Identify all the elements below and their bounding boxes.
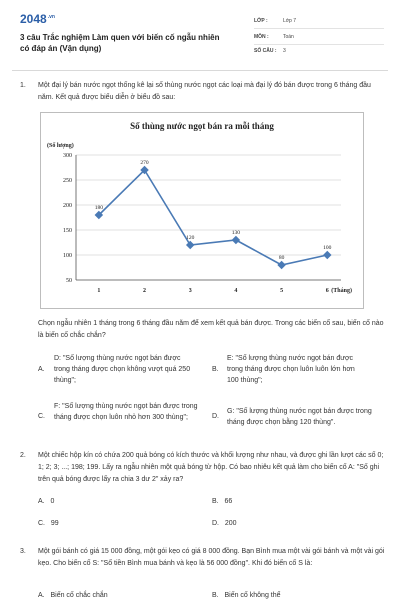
y-tick-label: 250: [63, 178, 72, 184]
header-divider: [12, 70, 388, 71]
x-tick-label: 4: [234, 288, 238, 294]
page-header: $2048^{.vn}$ 3 câu Trắc nghiệm Làm quen với biến cố ngẫu nhiên có đáp án (Vận dụng) LỚP : Lớp 7 MÔN : Toán SỐ CÂU : 3: [0, 0, 400, 68]
q3-option-a[interactable]: A. Biến cố chắc chắn: [38, 592, 108, 599]
data-point: [323, 251, 331, 259]
y-tick-label: 50: [66, 278, 72, 284]
q2-option-c[interactable]: C. 99: [38, 520, 59, 527]
site-logo[interactable]: $2048^{.vn}$: [20, 12, 55, 26]
question-2-text: Một chiếc hộp kín có chứa 200 quả bóng có kích thước và khối lượng như nhau, và được ghi lần lượt các số 0; 1; 2; 3; ...; 198; 199. Lấy ra ngẫu nhiên một quả bóng từ hộp. Có bao nhiêu kết quả làm cho biến cố A: "Số ghi trên quả bóng được lấy ra chia 3 dư 2" xảy ra?: [38, 452, 384, 483]
q3-option-b[interactable]: B. Biến cố không thể: [212, 592, 281, 599]
x-tick-label: 1: [97, 288, 101, 294]
x-tick-label: 3: [188, 288, 192, 294]
q1-option-a-letter[interactable]: A.: [38, 366, 45, 373]
y-axis-label: (Số lượng): [47, 143, 74, 149]
q1-option-c-text[interactable]: F: "Số lượng thùng nước ngọt bán được trong tháng được chọn luôn nhỏ hơn 300 thùng";: [54, 403, 198, 421]
q1-option-b-letter[interactable]: B.: [212, 366, 219, 373]
y-tick-label: 150: [63, 228, 72, 234]
q1-option-a-text[interactable]: D: "Số lượng thùng nước ngọt bán được trong tháng được chọn không vượt quá 250 thùng";: [54, 355, 191, 384]
data-label: 100: [323, 245, 332, 251]
line-chart: [41, 113, 363, 308]
x-tick-label: 5: [280, 288, 284, 294]
chart-frame: [40, 112, 364, 309]
document-title: 3 câu Trắc nghiệm Làm quen với biến cố ngẫu nhiên có đáp án (Vận dụng): [20, 33, 220, 53]
x-tick-label: 6: [325, 288, 329, 294]
question-1-text: Một đại lý bán nước ngọt thống kê lại số thùng nước ngọt các loại mà đại lý đó bán được trong 6 tháng đầu năm. Kết quả được biểu diễn ở biểu đồ sau:: [38, 82, 371, 101]
q2-option-b[interactable]: B. 66: [212, 498, 233, 505]
q1-option-d-text[interactable]: G: "Số lượng thùng nước ngọt bán được trong tháng được chọn bằng 120 thùng".: [227, 408, 372, 426]
y-tick-label: 200: [63, 203, 72, 209]
question-3-text: Một gói bánh có giá 15 000 đồng, một gói kẹo có giá 8 000 đồng. Bạn Bình mua một vài gói bánh và một vài gói kẹo. Cho biến cố S: "Số tiền Bình mua bánh và kẹo là 56 000 đồng". Khi đó biến cố S là:: [38, 548, 385, 567]
q2-option-d[interactable]: D. 200: [212, 520, 237, 527]
q1-option-c-letter[interactable]: C.: [38, 413, 45, 420]
data-point: [277, 261, 285, 269]
x-tick-label: 2: [143, 288, 147, 294]
data-label: 80: [278, 255, 285, 261]
chart-title: Số thùng nước ngọt bán ra mỗi tháng: [130, 121, 274, 131]
q1-option-b-text[interactable]: E: "Số lượng thùng nước ngọt bán được trong tháng được chọn luôn luôn lớn hơn 100 thùng";: [227, 355, 355, 384]
data-point: [186, 241, 194, 249]
data-point: [232, 236, 240, 244]
x-axis-label: (Tháng): [331, 288, 352, 294]
question-1-prompt: Chọn ngẫu nhiên 1 tháng trong 6 tháng đầu năm để xem kết quả bán được. Trong các biến cố sau, biến cố nào là biến cố chắc chắn?: [38, 320, 384, 339]
y-tick-label: 100: [63, 253, 72, 259]
series-line: [99, 170, 327, 265]
data-label: 130: [231, 230, 241, 236]
y-tick-label: 300: [63, 153, 72, 159]
data-label: 120: [186, 235, 195, 241]
data-label: 270: [140, 160, 149, 166]
q1-option-d-letter[interactable]: D.: [212, 413, 219, 420]
data-label: 180: [94, 205, 103, 211]
q2-option-a[interactable]: A. 0: [38, 498, 55, 505]
question-2-number: 2.: [20, 452, 26, 459]
question-3-number: 3.: [20, 548, 26, 555]
question-1-number: 1.: [20, 82, 26, 89]
